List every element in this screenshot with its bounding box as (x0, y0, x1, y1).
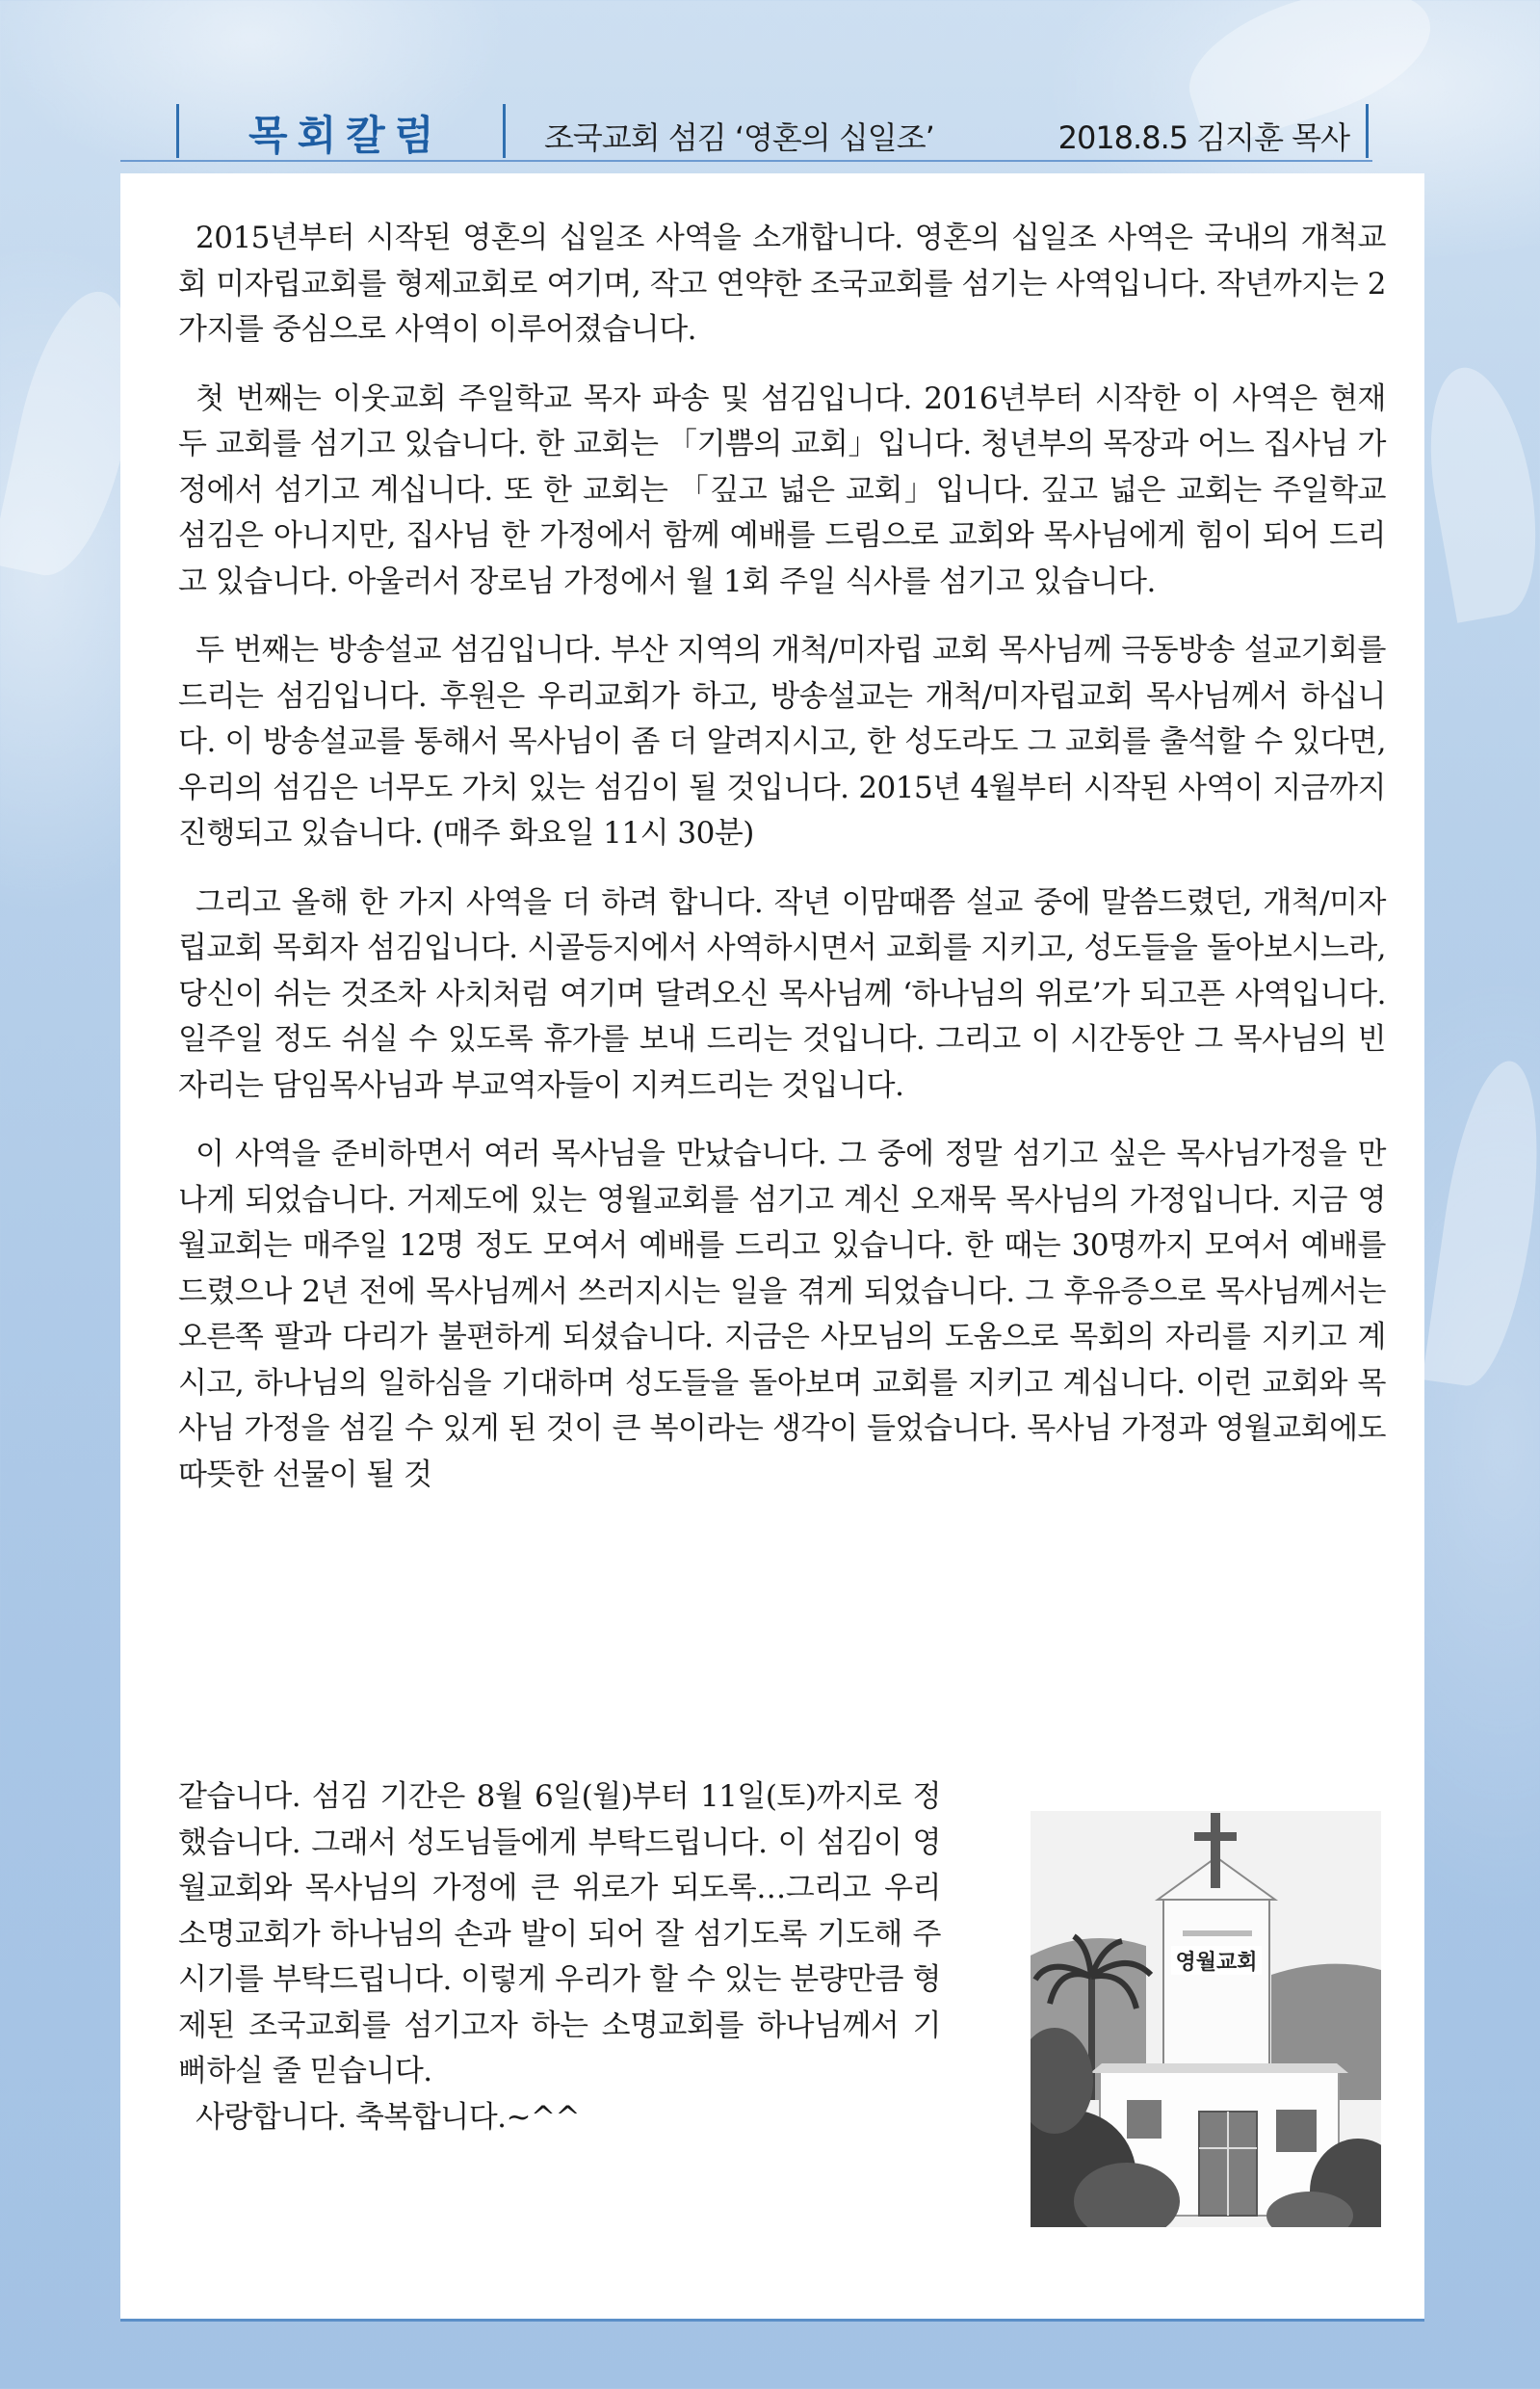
header-divider (503, 104, 506, 158)
column-subtitle: 조국교회 섬김 ‘영혼의 십일조’ (544, 119, 934, 156)
church-photo (1031, 1811, 1381, 2227)
column-title: 목회칼럼 (248, 112, 444, 159)
article-body (178, 216, 1386, 1521)
paragraph-second-ministry: 두 번째는 방송설교 섬김입니다. 부산 지역의 개척/미자립 교회 목사님께 극동방송 설교기회를 드리는 섬김입니다. 후원은 우리교회가 하고, 방송설교는 개척/미자립교회 목사님께서 하십니다. 이 방송설교를 통해서 목사님이 좀 더 알려지시고, 한 성도라도 그 교회를 출석할 수 있다면, 우리의 섬김은 너무도 가치 있는 섬김이 될 것입니다. 2015년 4월부터 시작된 사역이 지금까지 진행되고 있습니다. (매주 화요일 11시 30분) (178, 633, 1386, 851)
header-rule (120, 160, 1372, 162)
church-illustration (1031, 1811, 1381, 2227)
paragraph-continuation: 같습니다. 섬김 기간은 8월 6일(월)부터 11일(토)까지로 정했습니다. 그래서 성도님들에게 부탁드립니다. 이 섬김이 영월교회와 목사님의 가정에 큰 위로가 되도록…그리고 우리 소명교회가 하나님의 손과 발이 되어 잘 섬기도록 기도해 주시기를 부탁드립니다. 이렇게 우리가 할 수 있는 분량만큼 형제된 조국교회를 섬기고자 하는 소명교회를 하나님께서 기뻐하실 줄 믿습니다. (178, 1779, 941, 2088)
paragraph-yeongwol-church: 이 사역을 준비하면서 여러 목사님을 만났습니다. 그 중에 정말 섬기고 싶은 목사님가정을 만나게 되었습니다. 거제도에 있는 영월교회를 섬기고 계신 오재묵 목사님의 가정입니다. 지금 영월교회는 매주일 12명 정도 모여서 예배를 드리고 있습니다. 한 때는 30명까지 모여서 예배를 드렸으나 2년 전에 목사님께서 쓰러지시는 일을 겪게 되었습니다. 그 후유증으로 목사님께서는 오른쪽 팔과 다리가 불편하게 되셨습니다. 지금은 사모님의 도움으로 목회의 자리를 지키고 계시고, 하나님의 일하심을 기대하며 성도들을 돌아보며 교회를 지키고 계십니다. 이런 교회와 목사님 가정을 섬길 수 있게 된 것이 큰 복이라는 생각이 들었습니다. 목사님 가정과 영월교회에도 따뜻한 선물이 될 것 (178, 1137, 1386, 1492)
paragraph-first-ministry: 첫 번째는 이웃교회 주일학교 목자 파송 및 섬김입니다. 2016년부터 시작한 이 사역은 현재 두 교회를 섬기고 있습니다. 한 교회는 「기쁨의 교회」입니다. 청년부의 목장과 어느 집사님 가정에서 섬기고 계십니다. 또 한 교회는 「깊고 넓은 교회」입니다. 깊고 넓은 교회는 주일학교 섬김은 아니지만, 집사님 한 가정에서 함께 예배를 드림으로 교회와 목사님에게 힘이 되어 드리고 있습니다. 아울러서 장로님 가정에서 월 1회 주일 식사를 섬기고 있습니다. (178, 381, 1386, 599)
header-divider (176, 104, 179, 158)
church-sign-text: 영월교회 (1175, 1951, 1258, 1975)
background-petal (1414, 359, 1540, 622)
background-petal (1423, 1055, 1540, 1391)
article-ending (178, 1774, 941, 2140)
article-box (120, 173, 1424, 2322)
date-author: 2018.8.5 김지훈 목사 (1057, 119, 1349, 156)
closing-line: 사랑합니다. 축복합니다.~^^ (196, 2099, 580, 2135)
paragraph-intro: 2015년부터 시작된 영혼의 십일조 사역을 소개합니다. 영혼의 십일조 사역은 국내의 개척교회 미자립교회를 형제교회로 여기며, 작고 연약한 조국교회를 섬기는 사역입니다. 작년까지는 2가지를 중심으로 사역이 이루어졌습니다. (178, 221, 1386, 347)
paragraph-new-ministry: 그리고 올해 한 가지 사역을 더 하려 합니다. 작년 이맘때쯤 설교 중에 말씀드렸던, 개척/미자립교회 목회자 섬김입니다. 시골등지에서 사역하시면서 교회를 지키고, 성도들을 돌아보시느라, 당신이 쉬는 것조차 사치처럼 여기며 달려오신 목사님께 ‘하나님의 위로’가 되고픈 사역입니다. 일주일 정도 쉬실 수 있도록 휴가를 보내 드리는 것입니다. 그리고 이 시간동안 그 목사님의 빈자리는 담임목사님과 부교역자들이 지켜드리는 것입니다. (178, 884, 1386, 1103)
header-divider (1366, 104, 1369, 158)
column-header (0, 0, 1540, 169)
